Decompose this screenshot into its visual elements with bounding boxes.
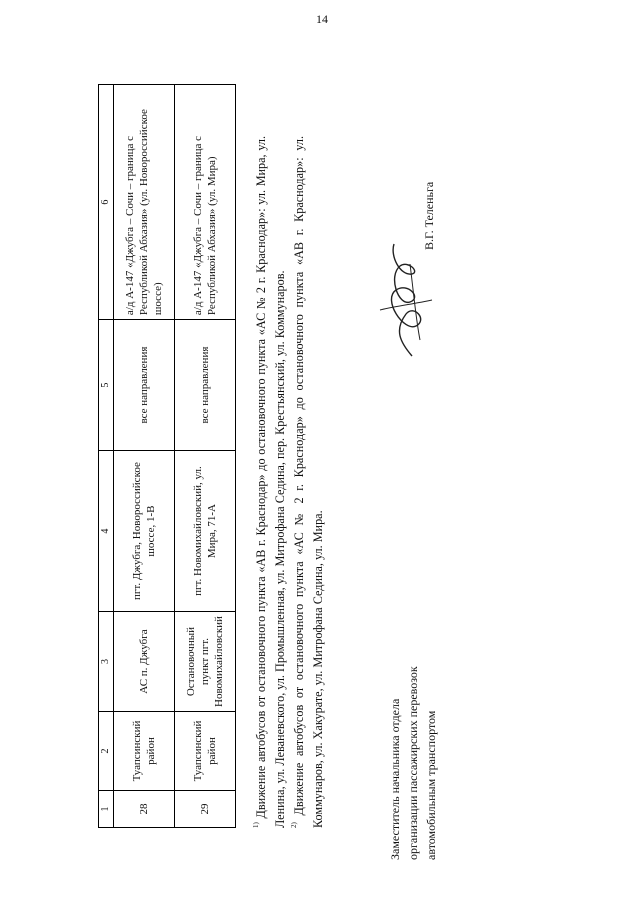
table-row bbox=[175, 85, 236, 828]
address-cell: пгт. Новомихайловский, ул. Мира, 71-А bbox=[175, 451, 236, 612]
signer-title-line: Заместитель начальника отдела bbox=[388, 698, 402, 860]
direction-cell: все направления bbox=[114, 320, 175, 451]
column-header: 3 bbox=[99, 612, 114, 712]
stop-name-cell: Остановочный пункт пгт. Новомихайловский bbox=[175, 612, 236, 712]
column-header: 1 bbox=[99, 791, 114, 828]
footnote-text: Движение автобусов от остановочного пункта «АС № 2 г. Краснодар» до остановочного пункта «АВ г. Краснодар»: ул. Коммунаров, ул. Хакурате, ул. Митрофана Седина, ул. Мира. bbox=[292, 135, 325, 828]
direction-cell: все направления bbox=[175, 320, 236, 451]
footnote bbox=[252, 136, 290, 828]
signer-name: В.Г. Теленьга bbox=[422, 181, 436, 250]
signature-image bbox=[370, 240, 440, 360]
footnote-text: Движение автобусов от остановочного пункта «АВ г. Краснодар» до остановочного пункта «АС № 2 г. Краснодар»: ул. Мира, ул. Ленина, ул. Леваневского, ул. Промышленная, ул. Митрофана Седина, пер. Крестьянский, ул. Коммунаров. bbox=[254, 135, 287, 828]
row-number-cell: 29 bbox=[175, 791, 236, 828]
column-header: 6 bbox=[99, 85, 114, 320]
footnote-mark: 2) bbox=[290, 822, 298, 828]
signer-title bbox=[386, 560, 440, 860]
page-number: 14 bbox=[316, 12, 328, 26]
district-cell: Туапсинский район bbox=[114, 712, 175, 791]
table-row bbox=[114, 85, 175, 828]
row-number-cell: 28 bbox=[114, 791, 175, 828]
address-cell: пгт. Джубга, Новороссийское шоссе, 1-В bbox=[114, 451, 175, 612]
column-header: 4 bbox=[99, 451, 114, 612]
district-cell: Туапсинский район bbox=[175, 712, 236, 791]
road-cell: а/д А-147 «Джубга – Сочи – граница с Республикой Абхазия» (ул. Мира) bbox=[175, 85, 236, 320]
signer-title-line: организации пассажирских перевозок bbox=[406, 666, 420, 860]
stop-name-cell: АС п. Джубга bbox=[114, 612, 175, 712]
footnote-mark: 1) bbox=[252, 822, 260, 828]
column-header: 2 bbox=[99, 712, 114, 791]
footnote bbox=[290, 136, 328, 828]
signer-title-line: автомобильным транспортом bbox=[424, 710, 438, 860]
column-header: 5 bbox=[99, 320, 114, 451]
road-cell: а/д А-147 «Джубга – Сочи – граница с Республикой Абхазия» (ул. Новороссийское шоссе) bbox=[114, 85, 175, 320]
footnotes bbox=[252, 136, 328, 828]
table-header-row bbox=[99, 85, 114, 828]
routes-table bbox=[98, 84, 236, 828]
